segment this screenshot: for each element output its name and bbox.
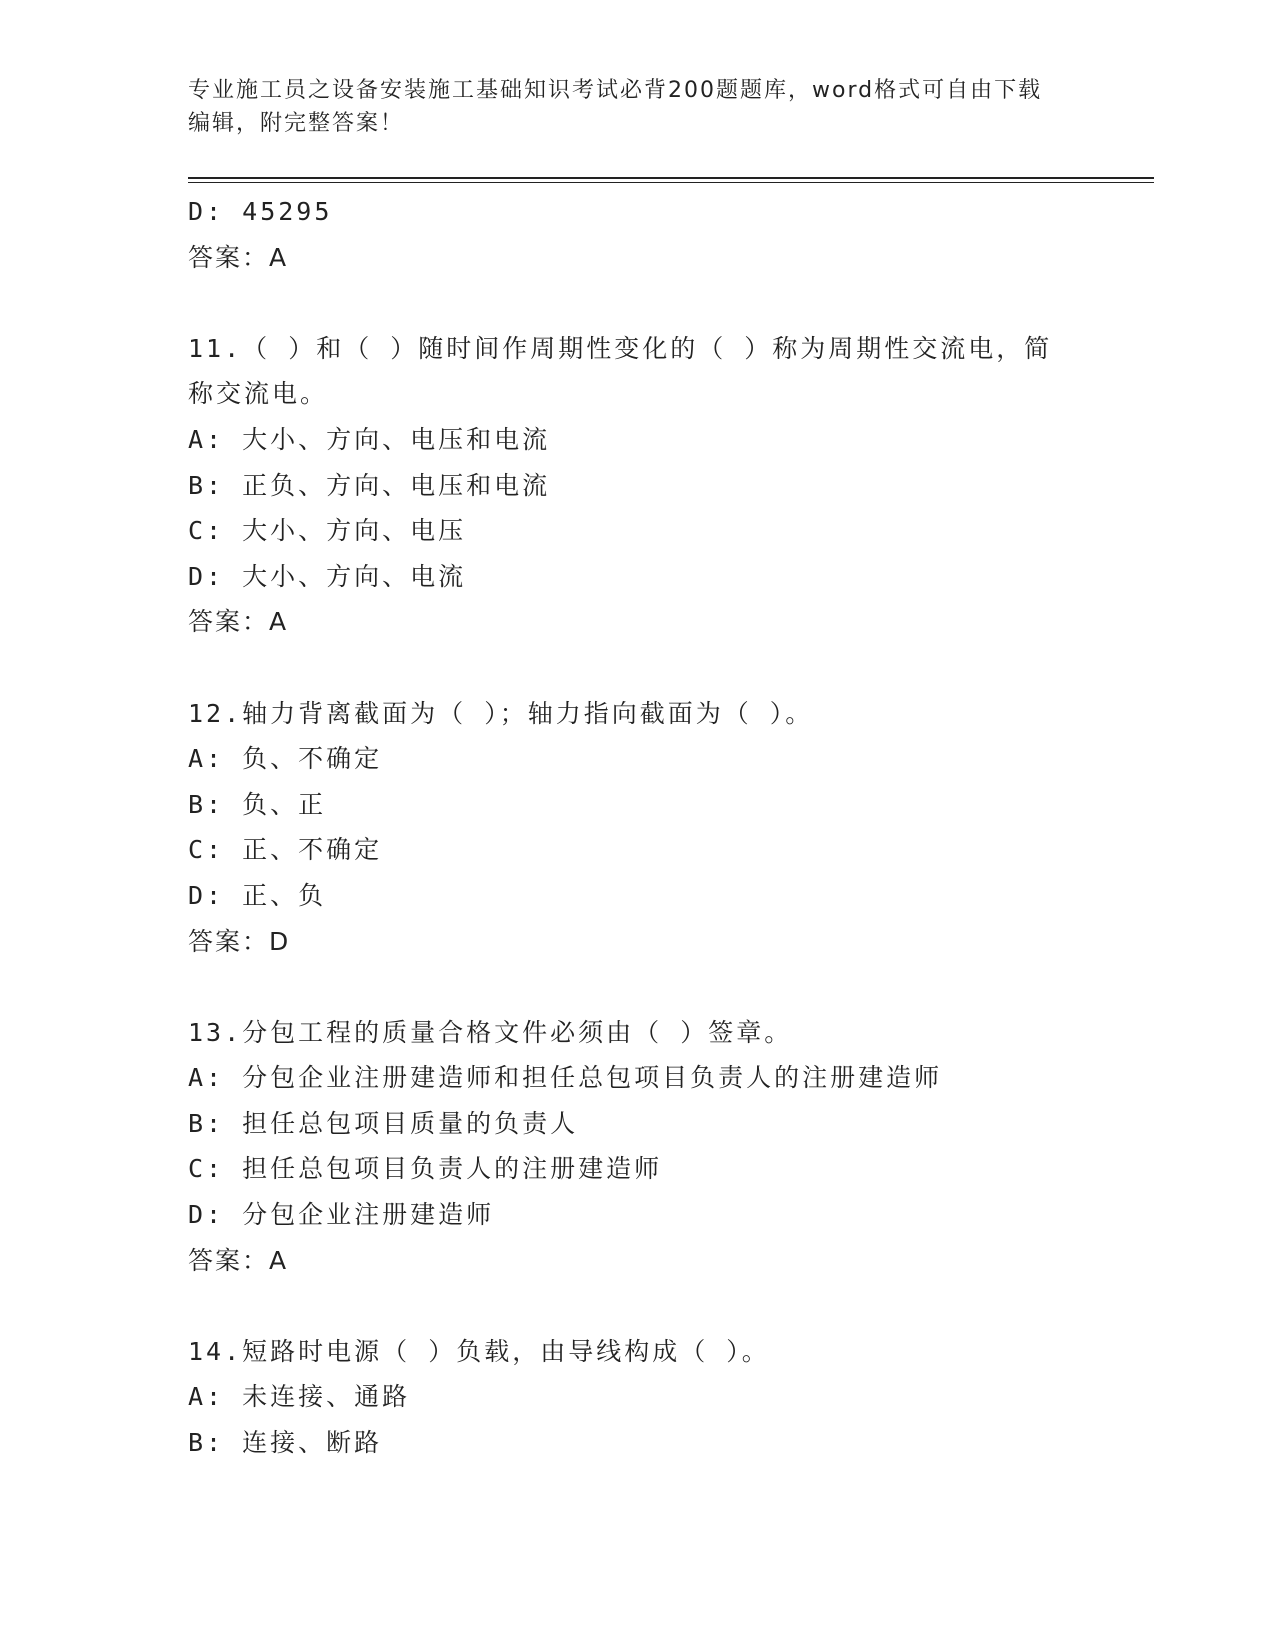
prev-option-d: D: 45295 — [188, 197, 333, 226]
header-line-2: 编辑，附完整答案！ — [188, 111, 405, 136]
option-b: B: 连接、断路 — [188, 1428, 383, 1458]
option-b: B: 负、正 — [188, 789, 327, 819]
prev-answer: 答案：A — [188, 242, 289, 272]
answer: 答案：A — [188, 1245, 289, 1275]
spacer — [188, 1283, 1088, 1329]
option-a: A: 负、不确定 — [188, 744, 383, 774]
question-13 — [188, 1010, 1088, 1284]
answer: 答案：D — [188, 926, 291, 956]
option-d: D: 分包企业注册建造师 — [188, 1200, 495, 1230]
header-line-1: 专业施工员之设备安装施工基础知识考试必背200题题库，word格式可自由下载 — [188, 78, 1043, 103]
document-header — [188, 74, 1088, 140]
option-d: D: 正、负 — [188, 880, 327, 910]
question-14 — [188, 1329, 1088, 1466]
spacer — [188, 645, 1088, 691]
question-stem: 14.短路时电源（ ）负载，由导线构成（ ）。 — [188, 1336, 770, 1366]
option-b: B: 担任总包项目质量的负责人 — [188, 1108, 579, 1138]
header-rule-thin — [188, 182, 1154, 183]
answer: 答案：A — [188, 607, 289, 637]
question-stem: 13.分包工程的质量合格文件必须由（ ）签章。 — [188, 1017, 793, 1047]
header-rule — [188, 177, 1154, 179]
spacer — [188, 964, 1088, 1010]
option-c: C: 大小、方向、电压 — [188, 516, 467, 546]
question-list — [188, 189, 1088, 1466]
option-a: A: 未连接、通路 — [188, 1382, 411, 1412]
question-12 — [188, 691, 1088, 965]
option-c: C: 担任总包项目负责人的注册建造师 — [188, 1154, 663, 1184]
question-stem-continued: 称交流电。 — [188, 379, 329, 409]
question-11 — [188, 326, 1088, 645]
option-c: C: 正、不确定 — [188, 835, 383, 865]
question-stem: 12.轴力背离截面为（ ）；轴力指向截面为（ ）。 — [188, 698, 814, 728]
question-stem: 11.（ ）和（ ）随时间作周期性变化的（ ）称为周期性交流电，简 — [188, 333, 1053, 363]
option-a: A: 分包企业注册建造师和担任总包项目负责人的注册建造师 — [188, 1063, 943, 1093]
spacer — [188, 280, 1088, 326]
option-b: B: 正负、方向、电压和电流 — [188, 470, 551, 500]
option-a: A: 大小、方向、电压和电流 — [188, 424, 551, 454]
option-d: D: 大小、方向、电流 — [188, 561, 467, 591]
